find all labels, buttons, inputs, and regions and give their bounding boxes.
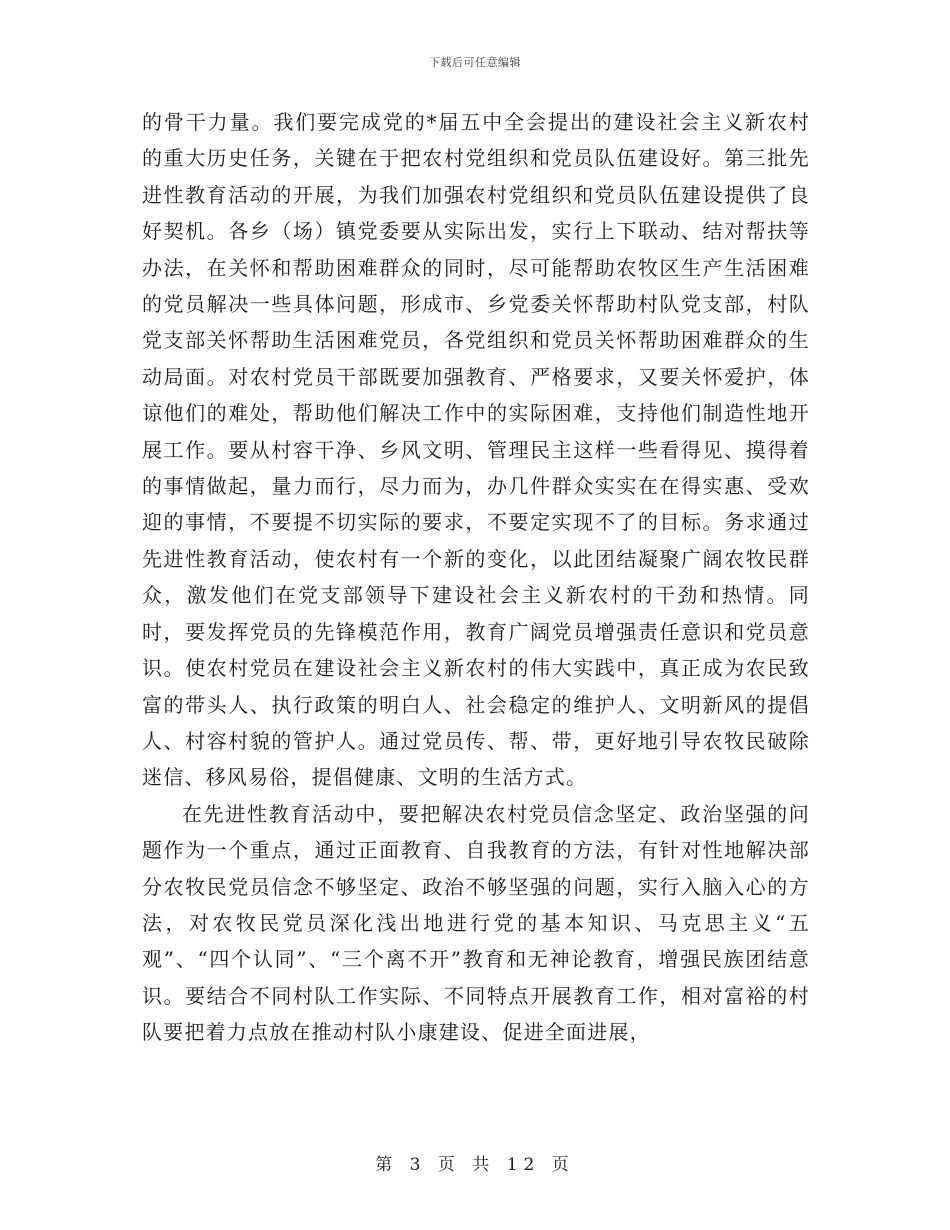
body-paragraph-1: 的骨干力量。我们要完成党的*届五中全会提出的建设社会主义新农村的重大历史任务，关键在于把农村党组织和党员队伍建设好。第三批先进性教育活动的开展，为我们加强农村党组织和党员队伍建设提供了良好契机。各乡（场）镇党委要从实际出发，实行上下联动、结对帮扶等办法，在关怀和帮助困难群众的同时，尽可能帮助农牧区生产生活困难的党员解决一些具体问题，形成市、乡党委关怀帮助村队党支部，村队党支部关怀帮助生活困难党员，各党组织和党员关怀帮助困难群众的生动局面。对农村党员干部既要加强教育、严格要求，又要关怀爱护，体谅他们的难处，帮助他们解决工作中的实际困难，支持他们制造性地开展工作。要从村容干净、乡风文明、管理民主这样一些看得见、摸得着的事情做起，量力而行，尽力而为，办几件群众实实在在得实惠、受欢迎的事情，不要提不切实际的要求，不要定实现不了的目标。务求通过先进性教育活动，使农村有一个新的变化，以此团结凝聚广阔农牧民群众，激发他们在党支部领导下建设社会主义新农村的干劲和热情。同时，要发挥党员的先锋模范作用，教育广阔党员增强责任意识和党员意识。使农村党员在建设社会主义新农村的伟大实践中，真正成为农民致富的带头人、执行政策的明白人、社会稳定的维护人、文明新风的提倡人、村容村貌的管护人。通过党员传、帮、带，更好地引导农牧民破除迷信、移风易俗，提倡健康、文明的生活方式。: [142, 110, 810, 790]
page-number: 第 3 页 共 12 页: [375, 1155, 575, 1175]
document-body: [142, 104, 810, 1051]
body-paragraph-2: 在先进性教育活动中，要把解决农村党员信念坚定、政治坚强的问题作为一个重点，通过正面教育、自我教育的方法，有针对性地解决部分农牧民党员信念不够坚定、政治不够坚强的问题，实行入脑入心的方法，对农牧民党员深化浅出地进行党的基本知识、马克思主义“五观”、“四个认同”、“三个离不开”教育和无神论教育，增强民族团结意识。要结合不同村队工作实际、不同特点开展教育工作，相对富裕的村队要把着力点放在推动村队小康建设、促进全面进展，: [142, 801, 810, 1045]
header-note: 下载后可任意编辑: [429, 56, 521, 69]
